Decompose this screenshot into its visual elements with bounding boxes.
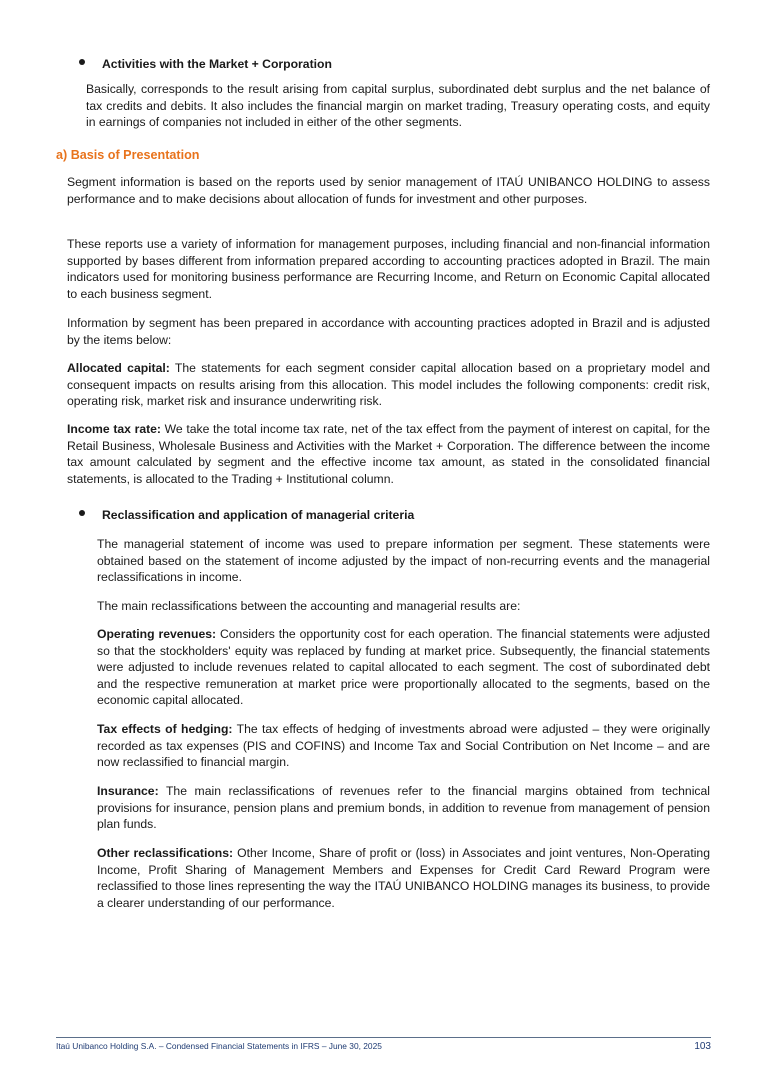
reclass-paragraph-2: The main reclassifications between the accounting and managerial results are: <box>97 599 521 613</box>
other-reclassifications-text: Other Income, Share of profit or (loss) in Associates and joint ventures, Non-Operating Income, Profit Sharing of Management Members and Expenses for Credit Card Reward Program were reclassified to those lines representing the way the ITAÚ UNIBANCO HOLDING manages its business, to provide a clearer understanding of our performance. <box>97 846 710 910</box>
tax-hedging-text: The tax effects of hedging of investments abroad were adjusted – they were originally recorded as tax expenses (PIS and COFINS) and Income Tax and Social Contribution on Net Income – and are now reclassified to financial margin. <box>97 722 710 770</box>
allocated-capital-label: Allocated capital: <box>67 361 170 375</box>
segment-description: Basically, corresponds to the result arising from capital surplus, subordinated debt surplus and the net balance of tax credits and debits. It also includes the financial margin on market trading, Treasury operating costs, and equity in earnings of companies not included in either of the other segments. <box>86 82 710 130</box>
operating-revenues-paragraph <box>97 626 710 709</box>
other-reclassifications-label: Other reclassifications: <box>97 846 234 860</box>
page-number: 103 <box>694 1041 711 1052</box>
allocated-capital-paragraph <box>67 360 710 410</box>
operating-revenues-label: Operating revenues: <box>97 627 217 641</box>
allocated-capital-text: The statements for each segment consider capital allocation based on a proprietary model and consequent impacts on results arising from this allocation. This model includes the following components: credit risk, operating risk, market risk and insurance underwriting risk. <box>67 361 710 409</box>
insurance-label: Insurance: <box>97 784 159 798</box>
bullet-icon <box>79 510 85 516</box>
reclass-heading: Reclassification and application of managerial criteria <box>102 508 415 522</box>
bullet-icon <box>79 59 85 65</box>
segment-heading: Activities with the Market + Corporation <box>102 57 332 71</box>
tax-hedging-paragraph <box>97 721 710 771</box>
section-title: a) Basis of Presentation <box>56 148 200 162</box>
income-tax-label: Income tax rate: <box>67 422 161 436</box>
basis-paragraph-2: These reports use a variety of information for management purposes, including financial and non-financial information supported by bases different from information prepared according to accounting practices adopted in Brazil. The main indicators used for monitoring business performance are Recurring Income, and Return on Economic Capital allocated to each business segment. <box>67 237 710 301</box>
other-reclassifications-paragraph <box>97 845 710 911</box>
income-tax-text: We take the total income tax rate, net of the tax effect from the payment of interest on capital, for the Retail Business, Wholesale Business and Activities with the Market + Corporation. The difference between the income tax amount calculated by segment and the effective income tax amount, as stated in the consolidated financial statements, is allocated to the Trading + Institutional column. <box>67 422 710 486</box>
insurance-text: The main reclassifications of revenues refer to the financial margins obtained from technical provisions for insurance, pension plans and premium bonds, in addition to revenue from management of pension plan funds. <box>97 784 710 832</box>
footer-document-title: Itaú Unibanco Holding S.A. – Condensed Financial Statements in IFRS – June 30, 2025 <box>56 1041 382 1051</box>
income-tax-paragraph <box>67 421 710 487</box>
footer-divider <box>56 1037 711 1038</box>
tax-hedging-label: Tax effects of hedging: <box>97 722 233 736</box>
basis-paragraph-3: Information by segment has been prepared in accordance with accounting practices adopted in Brazil and is adjusted by the items below: <box>67 316 710 347</box>
basis-paragraph-1: Segment information is based on the reports used by senior management of ITAÚ UNIBANCO HOLDING to assess performance and to make decisions about allocation of funds for investment and other purposes. <box>67 175 710 206</box>
insurance-paragraph <box>97 783 710 833</box>
operating-revenues-text: Considers the opportunity cost for each operation. The financial statements were adjusted so that the stockholders' equity was replaced by funding at market price. Subsequently, the financial statements were adjusted to include revenues related to capital allocated to each segment. The cost of subordinated debt and the respective remuneration at market price were proportionally allocated to the segments, based on the economic capital allocated. <box>97 627 710 708</box>
reclass-paragraph-1: The managerial statement of income was used to prepare information per segment. These statements were obtained based on the statement of income adjusted by the impact of non-recurring events and the managerial reclassifications in income. <box>97 537 710 585</box>
